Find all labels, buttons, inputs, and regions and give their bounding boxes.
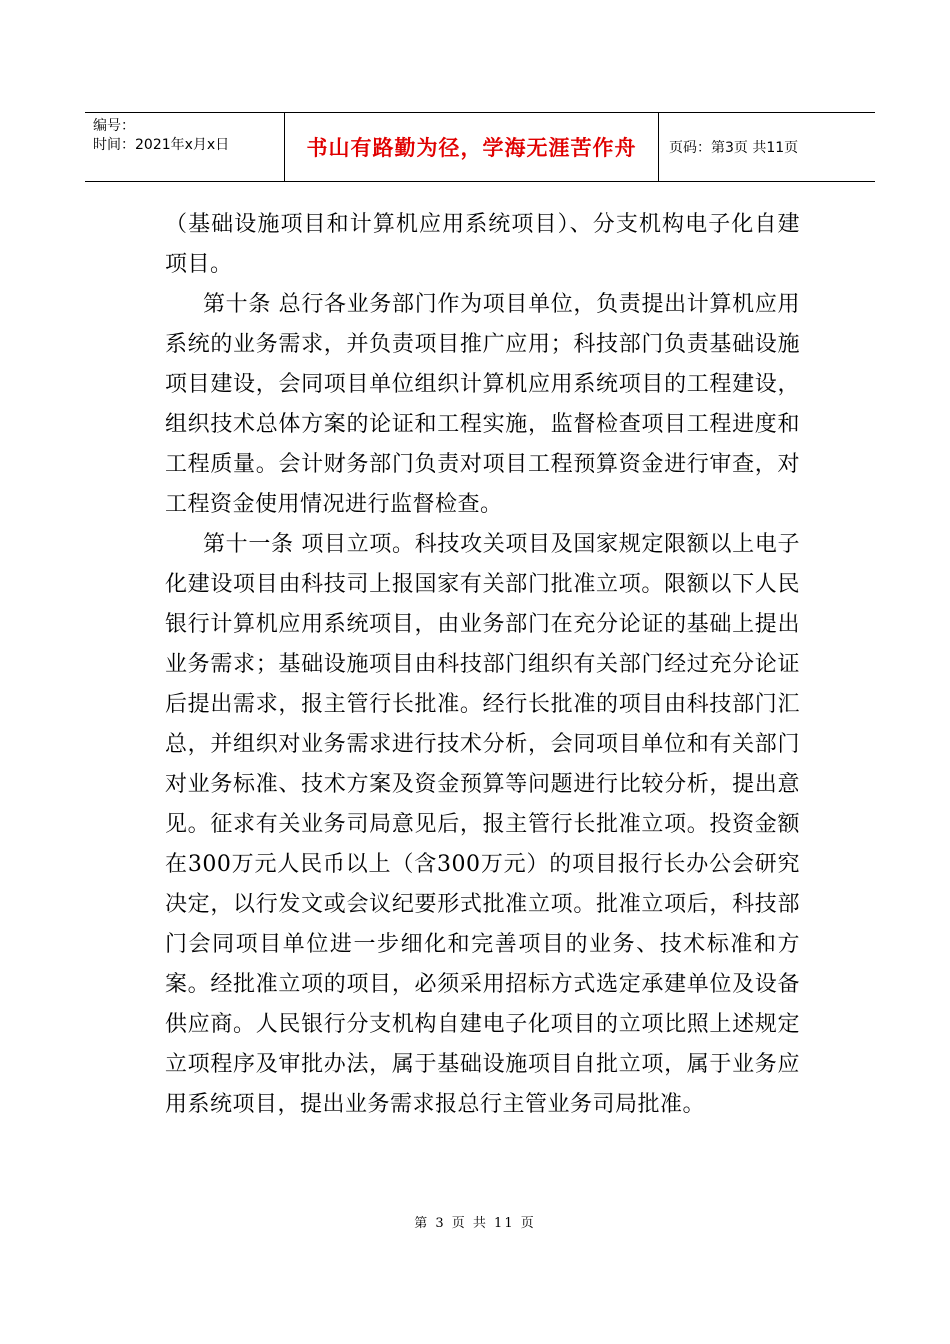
document-body bbox=[165, 205, 800, 1125]
paragraph-continuation: （基础设施项目和计算机应用系统项目）、分支机构电子化自建项目。 bbox=[165, 212, 800, 277]
page-footer: 第 3 页 共 11 页 bbox=[414, 1216, 536, 1231]
header-meta bbox=[85, 113, 285, 181]
page-header bbox=[85, 112, 875, 182]
document-time-label: 时间：2021年x月x日 bbox=[93, 137, 230, 153]
document-number-label: 编号： bbox=[93, 118, 135, 134]
paragraph-article-11: 第十一条 项目立项。科技攻关项目及国家规定限额以上电子化建设项目由科技司上报国家有关部门批准立项。限额以下人民银行计算机应用系统项目，由业务部门在充分论证的基础上提出业务需求；基础设施项目由科技部门组织有关部门经过充分论证后提出需求，报主管行长批准。经行长批准的项目由科技部门汇总，并组织对业务需求进行技术分析，会同项目单位和有关部门对业务标准、技术方案及资金预算等问题进行比较分析，提出意见。征求有关业务司局意见后，报主管行长批准立项。投资金额在300万元人民币以上（含300万元）的项目报行长办公会研究决定，以行发文或会议纪要形式批准立项。批准立项后，科技部门会同项目单位进一步细化和完善项目的业务、技术标准和方案。经批准立项的项目，必须采用招标方式选定承建单位及设备供应商。人民银行分支机构自建电子化项目的立项比照上述规定立项程序及审批办法，属于基础设施项目自批立项，属于业务应用系统项目，提出业务需求报总行主管业务司局批准。 bbox=[165, 532, 800, 1117]
paragraph-article-10: 第十条 总行各业务部门作为项目单位，负责提出计算机应用系统的业务需求，并负责项目推广应用；科技部门负责基础设施项目建设，会同项目单位组织计算机应用系统项目的工程建设，组织技术总体方案的论证和工程实施，监督检查项目工程进度和工程质量。会计财务部门负责对项目工程预算资金进行审查，对工程资金使用情况进行监督检查。 bbox=[165, 292, 800, 517]
header-motto: 书山有路勤为径，学海无涯苦作舟 bbox=[285, 113, 659, 181]
header-page-info: 页码：第3页 共11页 bbox=[669, 140, 799, 156]
